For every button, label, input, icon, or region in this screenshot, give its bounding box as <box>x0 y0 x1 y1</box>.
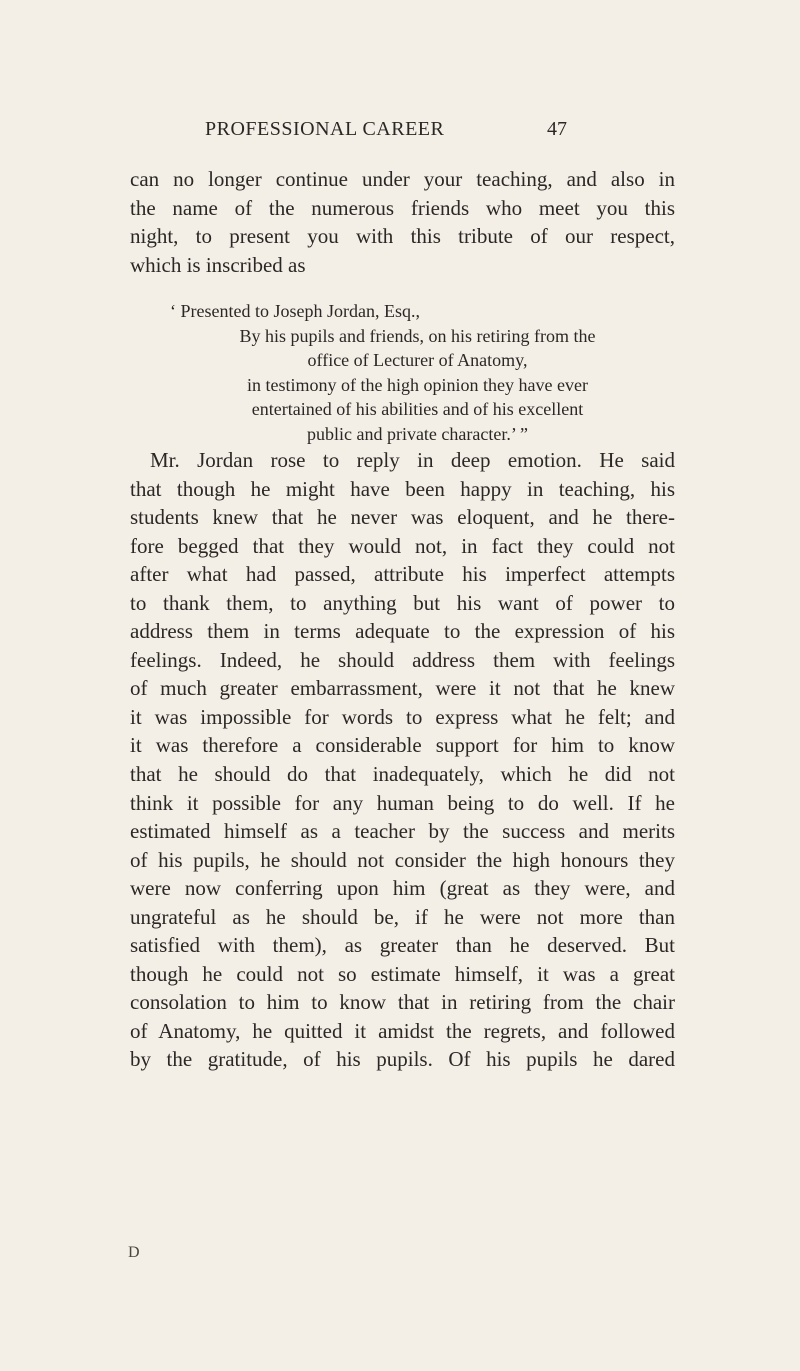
opening-paragraph <box>130 165 675 279</box>
text-line: consolation to him to know that in retiring from the chair <box>130 990 675 1015</box>
text-line: estimated himself as a teacher by the success and merits <box>130 819 675 844</box>
inscription-line: public and private character.’ ” <box>306 423 529 444</box>
text-line: the name of the numerous friends who meet you this <box>130 195 675 220</box>
inscription-line: office of Lecturer of Anatomy, <box>307 350 528 370</box>
text-line: to thank them, to anything but his want of power to <box>130 590 675 615</box>
running-title: PROFESSIONAL CAREER <box>205 118 445 140</box>
main-paragraph <box>130 446 675 1074</box>
text-line: which is inscribed as <box>130 252 306 277</box>
text-line: it was impossible for words to express what he felt; and <box>130 704 675 729</box>
page-number: 47 <box>547 118 567 140</box>
text-line: ungrateful as he should be, if he were not more than <box>130 904 675 929</box>
text-line: by the gratitude, of his pupils. Of his pupils he dared <box>130 1047 675 1072</box>
inscription-line: ‘ Presented to Joseph Jordan, Esq., <box>170 301 420 321</box>
text-line: students knew that he never was eloquent, and he there- <box>130 505 675 530</box>
text-line: that though he might have been happy in teaching, his <box>130 476 675 501</box>
text-line: after what had passed, attribute his imperfect attempts <box>130 562 675 587</box>
text-line: feelings. Indeed, he should address them with feelings <box>130 647 675 672</box>
inscription-line: By his pupils and friends, on his retiring from the <box>239 325 596 346</box>
text-line: address them in terms adequate to the expression of his <box>130 619 675 644</box>
text-line: fore begged that they would not, in fact they could not <box>130 533 675 558</box>
inscription-line: in testimony of the high opinion they have ever <box>247 374 588 395</box>
text-line: can no longer continue under your teaching, and also in <box>130 167 675 191</box>
text-line: satisfied with them), as greater than he deserved. But <box>130 933 675 958</box>
signature-mark: D <box>128 1244 140 1261</box>
inscription-quote <box>160 299 675 446</box>
text-line: it was therefore a considerable support for him to know <box>130 733 675 758</box>
text-line: of Anatomy, he quitted it amidst the regrets, and followed <box>130 1018 675 1043</box>
text-line: night, to present you with this tribute of our respect, <box>130 224 675 249</box>
text-line: that he should do that inadequately, which he did not <box>130 762 675 787</box>
text-line: Mr. Jordan rose to reply in deep emotion. He said <box>150 448 675 472</box>
text-line: though he could not so estimate himself, it was a great <box>130 961 675 986</box>
text-line: think it possible for any human being to do well. If he <box>130 790 675 815</box>
text-line: of much greater embarrassment, were it not that he knew <box>130 676 675 701</box>
text-line: of his pupils, he should not consider the high honours they <box>130 847 675 872</box>
inscription-line: entertained of his abilities and of his excellent <box>251 399 584 419</box>
text-line: were now conferring upon him (great as they were, and <box>130 876 675 901</box>
page-header <box>205 118 570 146</box>
